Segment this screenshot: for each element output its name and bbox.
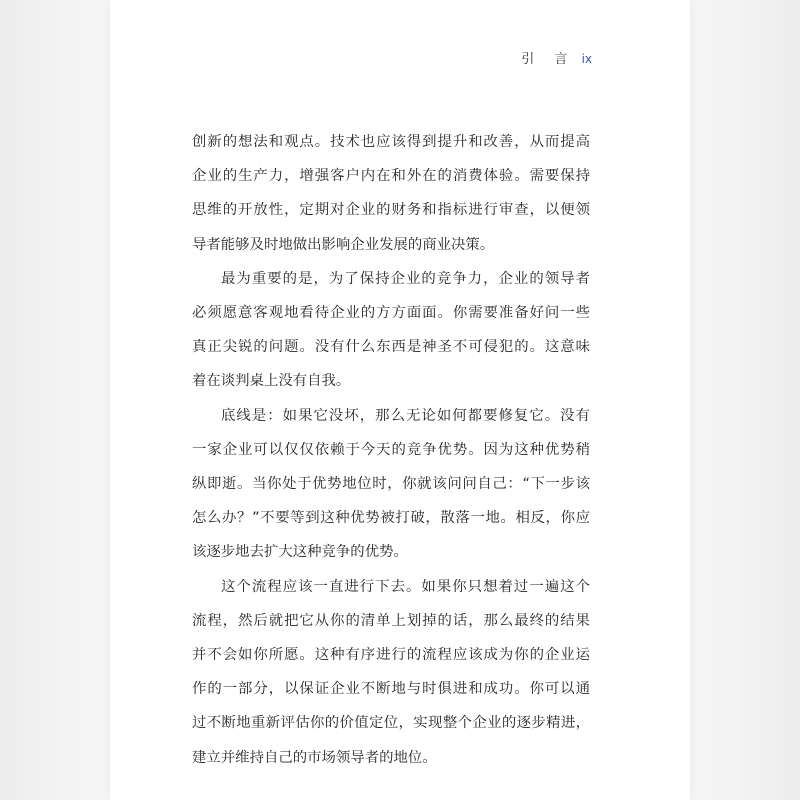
text-line: 怎么办？”不要等到这种优势被打破，散落一地。相反，你应 [192, 510, 590, 527]
text-line: 着在谈判桌上没有自我。 [192, 373, 351, 390]
text-line: 流程，然后就把它从你的清单上划掉的话，那么最终的结果 [192, 612, 590, 629]
text-line: 导者能够及时地做出影响企业发展的商业决策。 [192, 236, 495, 253]
text-line: 企业的生产力，增强客户内在和外在的消费体验。需要保持 [192, 168, 590, 185]
paragraph [192, 399, 590, 570]
page-number: ix [581, 52, 592, 66]
text-line: 作的一部分，以保证企业不断地与时俱进和成功。你可以通 [192, 681, 590, 698]
text-line: 并不会如你所愿。这种有序进行的流程应该成为你的企业运 [192, 647, 590, 664]
text-line: 最为重要的是，为了保持企业的竞争力，企业的领导者 [221, 270, 590, 287]
paragraph [192, 125, 590, 262]
running-head [521, 48, 592, 67]
text-line: 创新的想法和观点。技术也应该得到提升和改善，从而提高 [192, 134, 590, 150]
paragraph [192, 570, 590, 775]
text-line: 建立并维持自己的市场领导者的地位。 [192, 749, 437, 766]
paragraph [192, 262, 590, 399]
text-line: 底线是：如果它没坏，那么无论如何都要修复它。没有 [221, 407, 590, 424]
text-line: 思维的开放性，定期对企业的财务和指标进行审查，以便领 [192, 202, 590, 219]
body-text [192, 125, 590, 775]
text-line: 这个流程应该一直进行下去。如果你只想着过一遍这个 [221, 578, 590, 595]
chapter-title: 引 言 [521, 52, 576, 67]
text-line: 该逐步地去扩大这种竞争的优势。 [192, 544, 408, 561]
text-line: 一家企业可以仅仅依赖于今天的竞争优势。因为这种优势稍 [192, 441, 590, 458]
text-line: 必须愿意客观地看待企业的方方面面。你需要准备好问一些 [192, 305, 590, 322]
book-page [110, 0, 690, 800]
text-line: 过不断地重新评估你的价值定位，实现整个企业的逐步精进， [192, 715, 590, 732]
text-line: 真正尖锐的问题。没有什么东西是神圣不可侵犯的。这意味 [192, 339, 590, 356]
text-line: 纵即逝。当你处于优势地位时，你就该问问自己：“下一步该 [192, 476, 590, 493]
